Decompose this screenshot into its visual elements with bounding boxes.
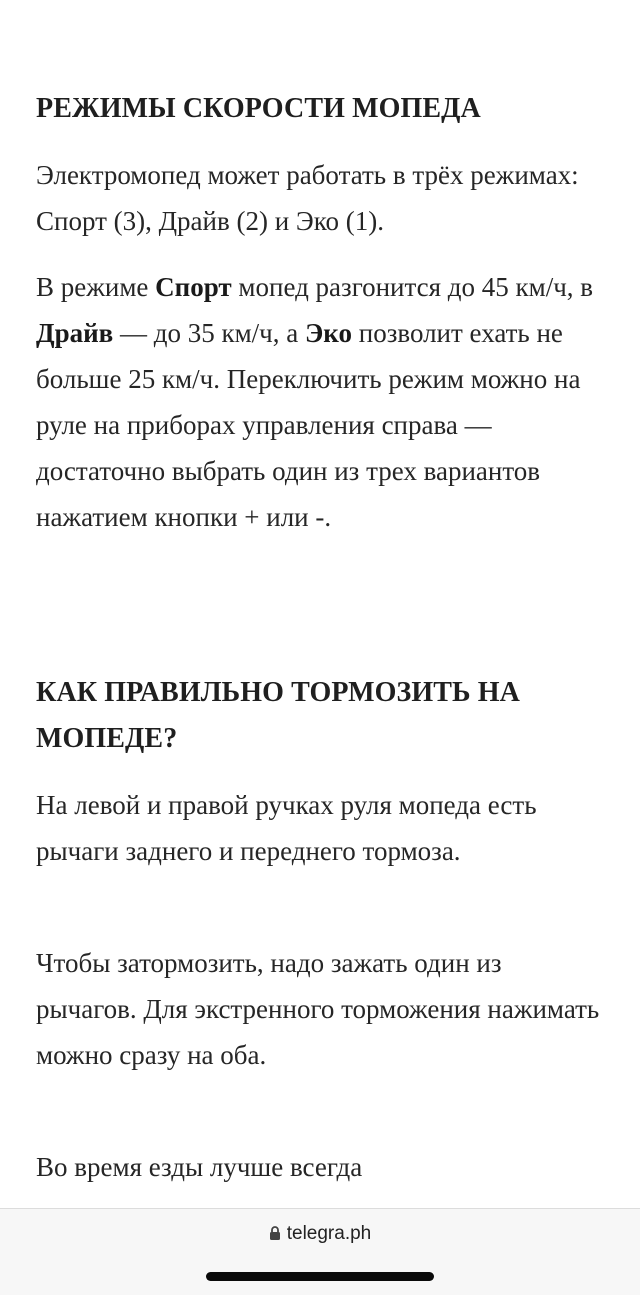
text-segment: В режиме bbox=[36, 272, 156, 302]
home-indicator[interactable] bbox=[206, 1272, 434, 1281]
bold-sport: Спорт bbox=[155, 272, 232, 302]
url-text: telegra.ph bbox=[286, 1223, 372, 1244]
section-title-braking: КАК ПРАВИЛЬНО ТОРМОЗИТЬ НА МОПЕДЕ? bbox=[36, 677, 520, 754]
text-segment: позволит ехать не больше 25 км/ч. Переключить режим можно на руле на приборах управления справа — достаточно выбрать один из трех вариантов нажатием кнопки + или -. bbox=[36, 318, 581, 532]
text-segment: — до 35 км/ч, а bbox=[113, 318, 305, 348]
browser-bottom-bar bbox=[0, 1208, 640, 1295]
text-segment: мопед разгонится до 45 км/ч, в bbox=[231, 272, 594, 302]
section-title-speed-modes: РЕЖИМЫ СКОРОСТИ МОПЕДА bbox=[36, 93, 481, 124]
bold-eco: Эко bbox=[305, 318, 353, 348]
paragraph-brake-levers: На левой и правой ручках руля мопеда есть рычаги заднего и переднего тормоза. bbox=[36, 790, 537, 866]
paragraph-brake-usage: Чтобы затормозить, надо зажать один из рычагов. Для экстренного торможения нажимать можно сразу на оба. bbox=[36, 948, 600, 1070]
lock-icon bbox=[269, 1225, 281, 1247]
paragraph-modes-intro: Электромопед может работать в трёх режимах: Спорт (3), Драйв (2) и Эко (1). bbox=[36, 160, 579, 236]
address-bar[interactable] bbox=[0, 1223, 640, 1247]
bold-drive: Драйв bbox=[36, 318, 114, 348]
paragraph-modes-details bbox=[36, 264, 604, 540]
paragraph-riding-tip: Во время езды лучше всегда bbox=[36, 1152, 363, 1182]
